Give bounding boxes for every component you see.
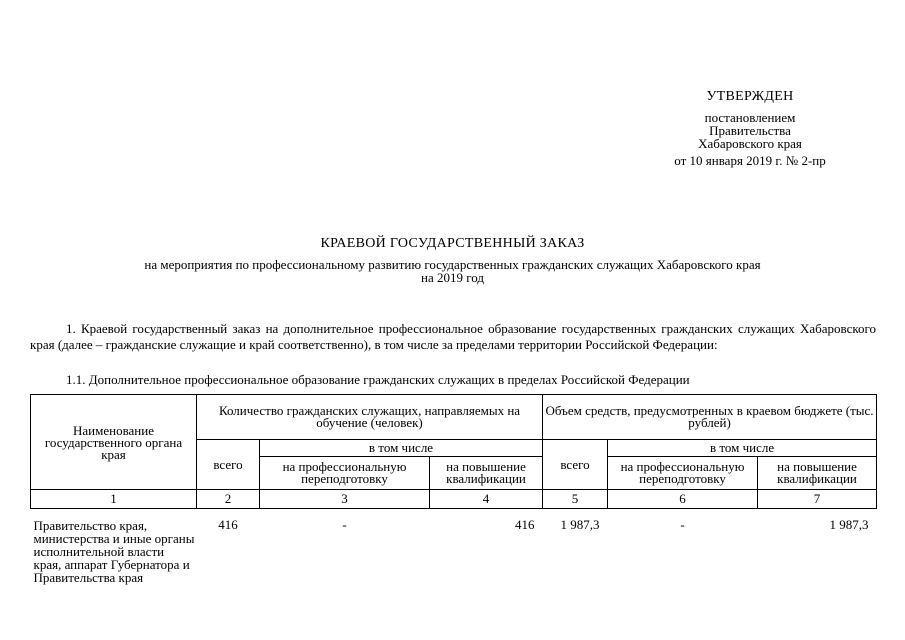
document-title: КРАЕВОЙ ГОСУДАРСТВЕННЫЙ ЗАКАЗ	[320, 236, 585, 251]
approval-stamp	[640, 90, 860, 167]
row-count-total: 416	[218, 517, 238, 532]
header-count-group: Количество гражданских служащих, направляемых на обучение (человек)	[197, 395, 543, 440]
column-number: 1	[31, 490, 197, 509]
table-row	[31, 509, 877, 586]
paragraph-1-1: 1.1. Дополнительное профессиональное образование гражданских служащих в пределах Российской Федерации	[66, 372, 690, 387]
header-count-retraining: на профессиональную переподготовку	[260, 457, 430, 490]
column-number: 2	[197, 490, 260, 509]
approval-line: Правительства	[709, 123, 791, 138]
row-funds-retraining: -	[680, 517, 685, 532]
row-funds-qualification: 1 987,3	[829, 517, 869, 532]
row-count-qualification: 416	[515, 517, 535, 532]
approval-line: Хабаровского края	[698, 136, 802, 151]
header-count-total: всего	[197, 440, 260, 490]
header-funds-qualification: на повышение квалификации	[758, 457, 877, 490]
column-number: 7	[758, 490, 877, 509]
row-org-name: Правительство края, министерства и иные органы исполнительной власти края, аппарат Губернатора и Правительства края	[33, 518, 195, 585]
column-number: 3	[260, 490, 430, 509]
column-number: 4	[430, 490, 543, 509]
paragraph-1: 1. Краевой государственный заказ на дополнительное профессиональное образование государственных гражданских служащих Хабаровского края (далее – гражданские служащие и край соответственно), в том числе за пределами территории Российской Федерации:	[30, 321, 876, 352]
header-org: Наименование государственного органа края	[31, 395, 197, 490]
document-title-block	[0, 237, 905, 284]
header-funds-incl: в том числе	[608, 440, 877, 457]
row-count-retraining: -	[342, 517, 347, 532]
document-subtitle: на мероприятия по профессиональному развитию государственных гражданских служащих Хабаровского края	[144, 257, 761, 272]
column-number: 6	[608, 490, 758, 509]
order-table	[30, 394, 877, 585]
approval-heading: УТВЕРЖДЕН	[706, 89, 794, 104]
header-funds-retraining: на профессиональную переподготовку	[608, 457, 758, 490]
column-number: 5	[543, 490, 608, 509]
header-funds-group: Объем средств, предусмотренных в краевом бюджете (тыс. рублей)	[543, 395, 877, 440]
approval-line: постановлением	[704, 110, 796, 125]
document-year: на 2019 год	[421, 270, 484, 285]
header-count-incl: в том числе	[260, 440, 543, 457]
header-count-qualification: на повышение квалификации	[430, 457, 543, 490]
header-funds-total: всего	[543, 440, 608, 490]
row-funds-total: 1 987,3	[560, 517, 600, 532]
approval-decree: от 10 января 2019 г. № 2-пр	[674, 153, 826, 168]
